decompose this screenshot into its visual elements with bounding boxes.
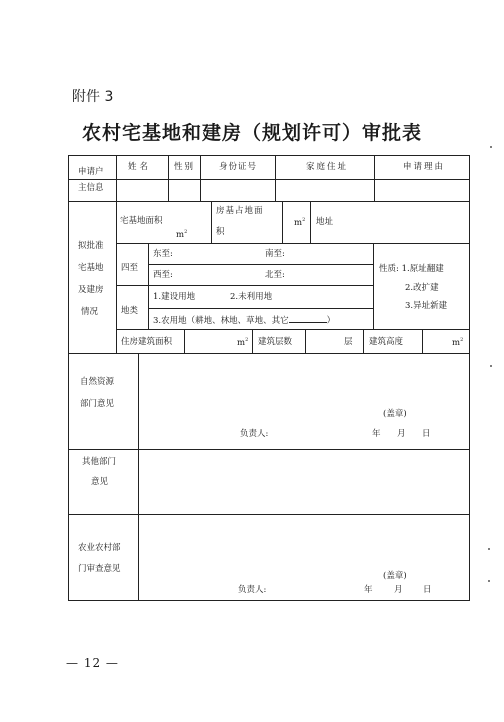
- row-divider: [68, 514, 470, 515]
- col-divider: [138, 353, 139, 601]
- col-divider: [374, 155, 375, 201]
- col-divider: [168, 155, 169, 201]
- land-type-option: 1.建设用地: [153, 292, 196, 302]
- row-divider: [68, 353, 470, 354]
- col-divider: [116, 155, 117, 353]
- form-title: 农村宅基地和建房（规划许可）审批表: [81, 122, 422, 144]
- row-divider: [116, 285, 373, 286]
- floors-unit: 层: [344, 337, 353, 347]
- col-divider: [211, 201, 212, 243]
- nature-option: 3.异址新建: [405, 301, 448, 311]
- east-boundary-label: 东至:: [153, 249, 173, 259]
- col-divider: [363, 329, 364, 353]
- nature-label: 性质: 1.原址翻建: [379, 264, 444, 274]
- seal-placeholder: (盖章): [383, 571, 407, 581]
- col-divider: [148, 243, 149, 329]
- seal-placeholder: (盖章): [383, 409, 407, 419]
- scan-speck: [490, 146, 492, 148]
- col-header-id-number: 身份证号: [219, 162, 258, 172]
- height-label: 建筑高度: [369, 337, 404, 347]
- building-footprint-unit: $m^2$: [294, 217, 306, 228]
- approval-section-label: 情况: [81, 307, 99, 317]
- row-divider: [68, 449, 470, 450]
- col-divider: [200, 155, 201, 201]
- col-divider: [275, 155, 276, 201]
- col-divider: [282, 201, 283, 243]
- date-month-label: 月: [394, 585, 403, 595]
- west-boundary-label: 西至:: [153, 270, 173, 280]
- col-divider: [184, 329, 185, 353]
- col-divider: [422, 329, 423, 353]
- row-divider: [116, 329, 470, 330]
- scan-speck: [488, 580, 490, 582]
- nature-option: 2.改扩建: [405, 283, 439, 293]
- row-divider: [68, 179, 470, 180]
- date-year-label: 年: [372, 429, 381, 439]
- applicant-section-label: 主信息: [78, 183, 104, 193]
- person-in-charge-label: 负责人:: [240, 429, 269, 439]
- south-boundary-label: 南至:: [265, 249, 285, 259]
- page-number: — 12 —: [66, 656, 119, 670]
- date-month-label: 月: [397, 429, 406, 439]
- north-boundary-label: 北至:: [265, 270, 285, 280]
- approval-section-label: 及建房: [78, 285, 104, 295]
- person-in-charge-label: 负责人:: [238, 585, 267, 595]
- attachment-label: 附件 3: [72, 89, 114, 105]
- natural-resources-opinion-label: 部门意见: [80, 399, 115, 409]
- col-header-reason: 申请理由: [403, 162, 446, 172]
- building-footprint-label: 房基占地面: [216, 206, 264, 216]
- homestead-area-label: 宅基地面积: [120, 216, 163, 226]
- address-label: 地址: [316, 217, 334, 227]
- row-divider: [116, 243, 470, 244]
- floor-area-unit: $m^2$: [237, 337, 249, 348]
- row-divider: [148, 308, 373, 309]
- homestead-area-unit: $m^2$: [176, 229, 188, 240]
- boundaries-label: 四至: [121, 263, 139, 273]
- scan-speck: [488, 548, 490, 550]
- land-type-option: 3.农用地（耕地、林地、草地、其它 ）: [153, 316, 336, 326]
- col-divider: [310, 201, 311, 243]
- applicant-section-label: 申请户: [78, 167, 104, 177]
- col-header-name: 姓名: [128, 162, 152, 172]
- land-type-label: 地类: [121, 306, 139, 316]
- floors-label: 建筑层数: [258, 337, 293, 347]
- natural-resources-opinion-label: 自然资源: [80, 377, 115, 387]
- approval-section-label: 拟批准: [78, 241, 104, 251]
- col-divider: [305, 329, 306, 353]
- row-divider: [68, 201, 470, 202]
- col-divider: [252, 329, 253, 353]
- date-year-label: 年: [364, 585, 373, 595]
- date-day-label: 日: [422, 429, 431, 439]
- col-divider: [373, 243, 374, 329]
- agriculture-opinion-label: 农业农村部: [78, 543, 121, 553]
- scan-speck: [490, 365, 492, 367]
- approval-section-label: 宅基地: [78, 263, 104, 273]
- col-header-gender: 性别: [174, 162, 196, 172]
- height-unit: $m^2$: [452, 337, 464, 348]
- agriculture-opinion-label: 门审查意见: [78, 564, 121, 574]
- other-departments-opinion-label: 其他部门: [82, 457, 117, 467]
- date-day-label: 日: [423, 585, 432, 595]
- row-divider: [148, 264, 373, 265]
- floor-area-label: 住房建筑面积: [121, 337, 173, 347]
- building-footprint-label: 积: [216, 227, 225, 237]
- col-header-address: 家庭住址: [306, 162, 349, 172]
- land-type-option: 2.未利用地: [230, 292, 273, 302]
- other-departments-opinion-label: 意见: [91, 477, 109, 487]
